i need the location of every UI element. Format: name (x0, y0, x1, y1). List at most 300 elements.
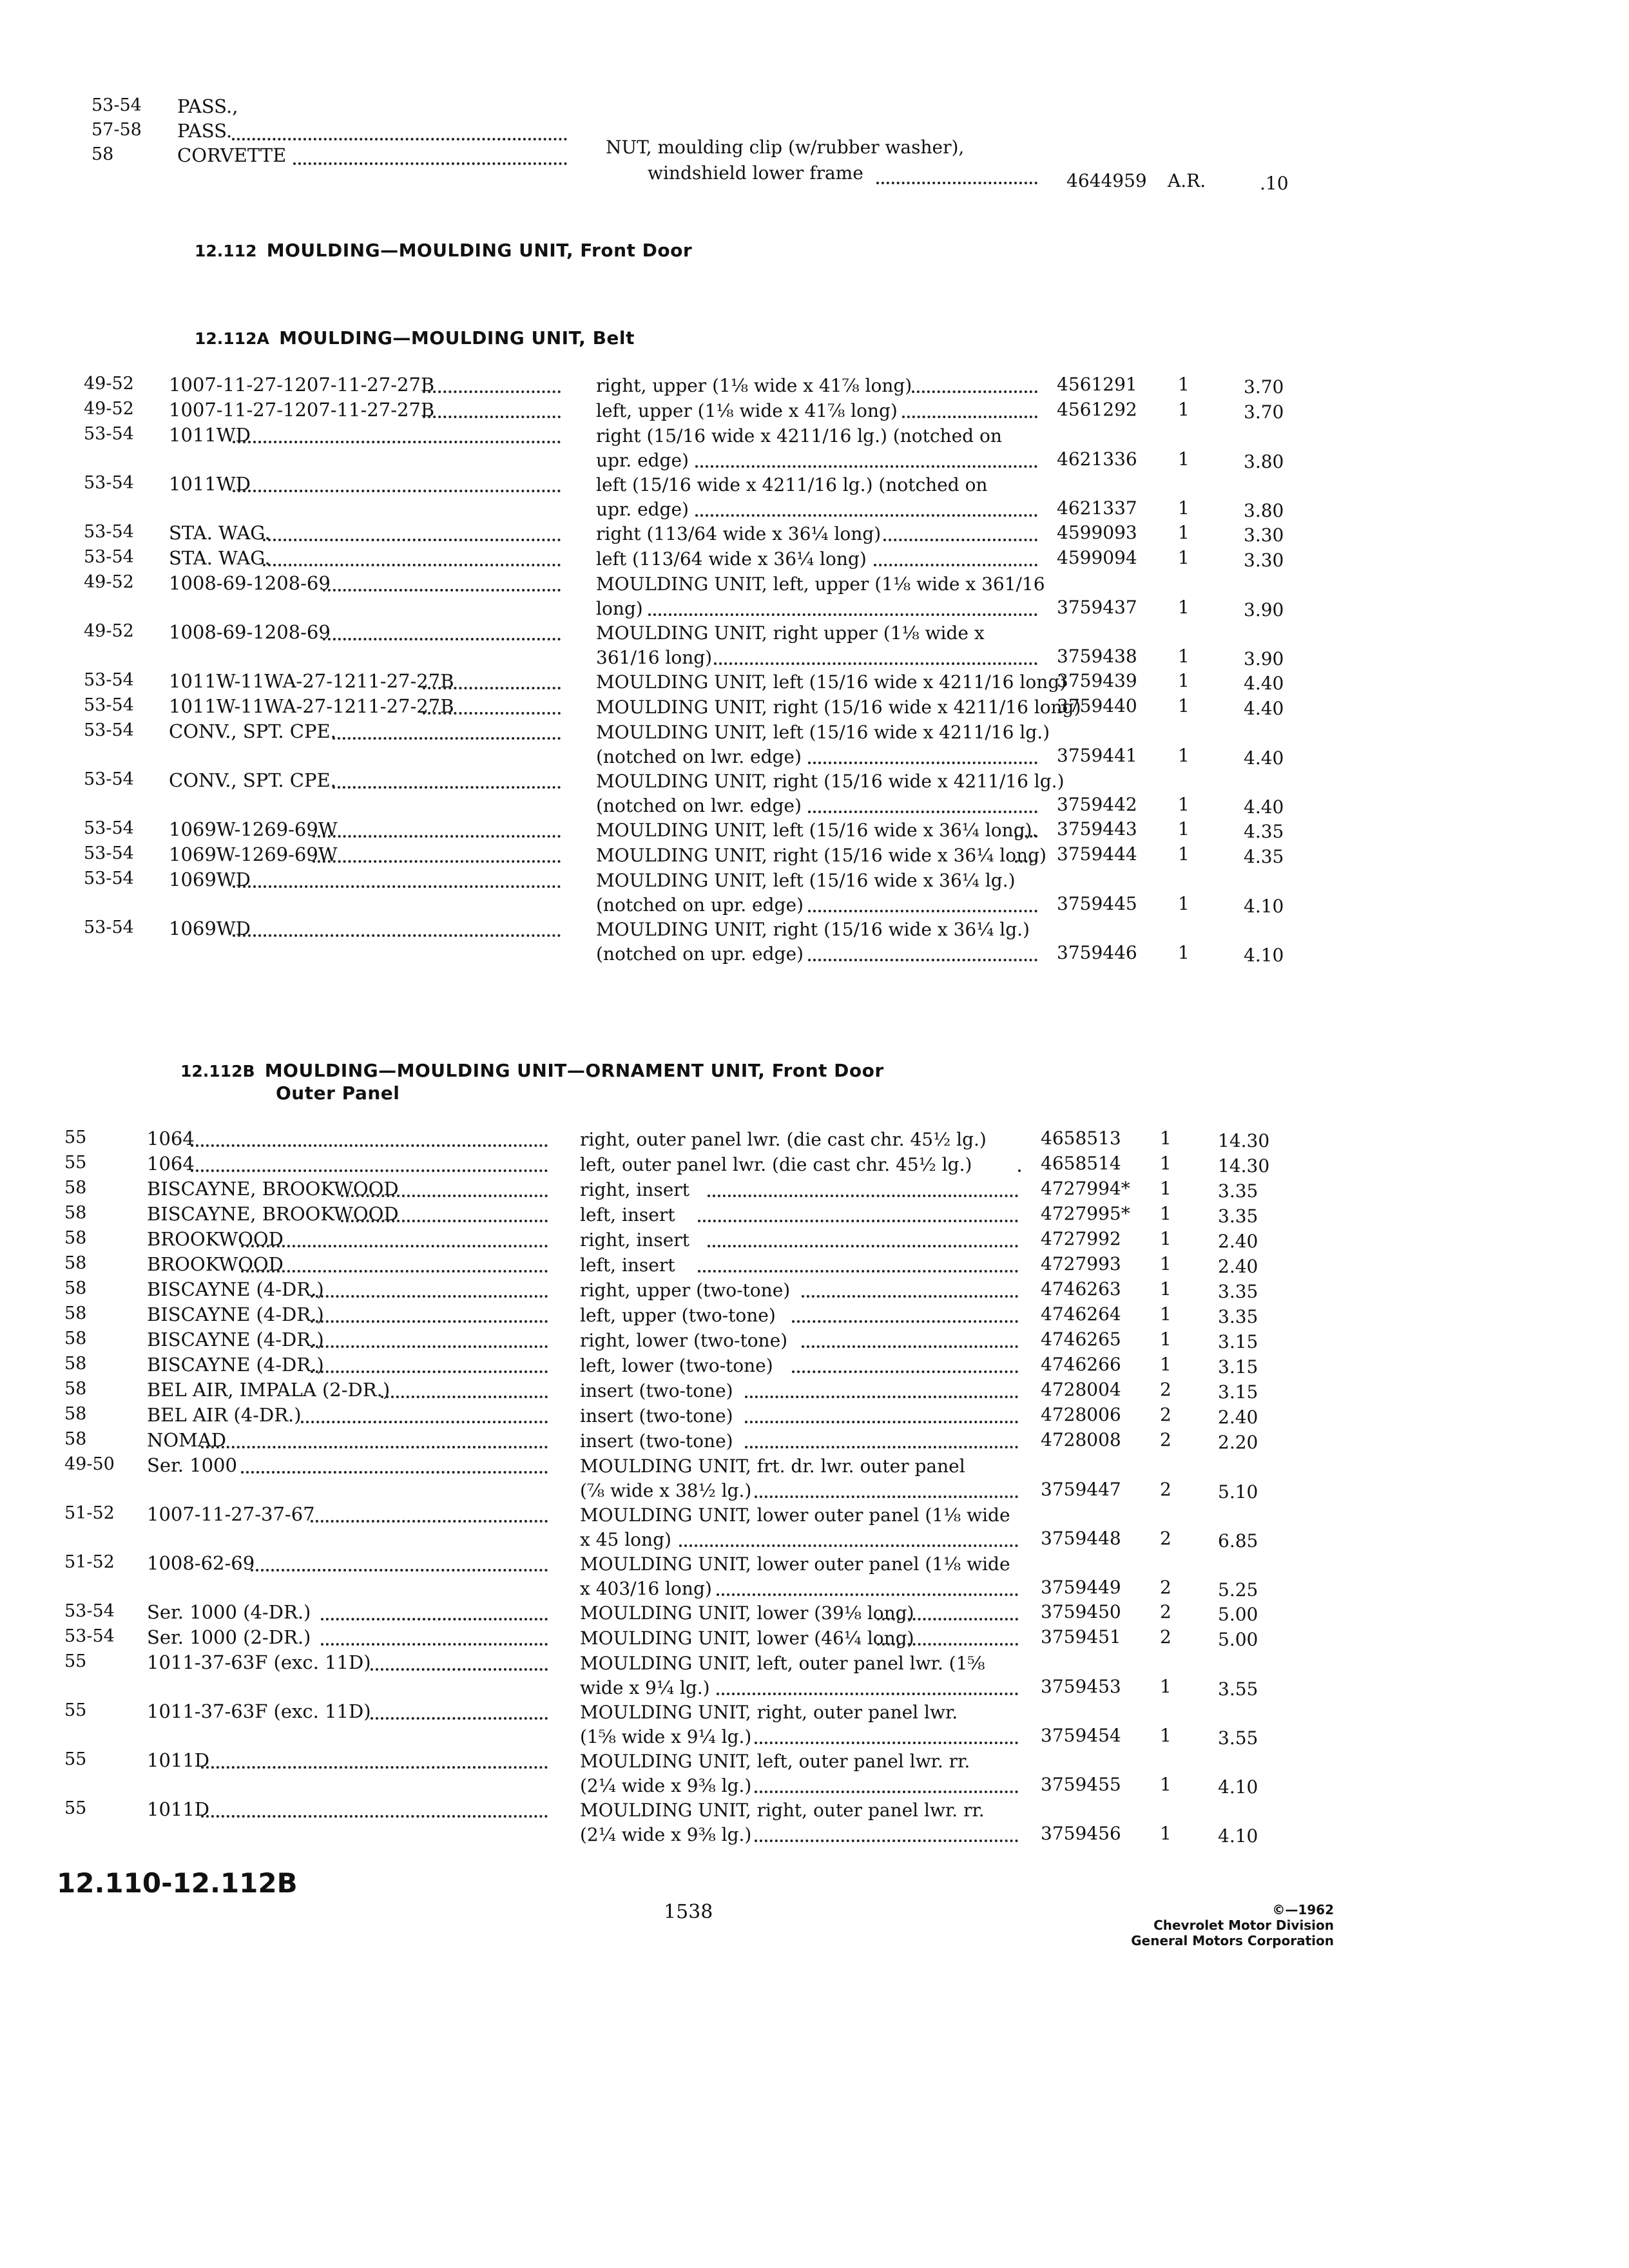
price: 4.35 (1244, 821, 1284, 842)
part-number: 4658513 (1041, 1128, 1121, 1149)
leader-dots (191, 1169, 548, 1172)
leader-dots (241, 1471, 548, 1474)
year-cell: 55 (64, 1798, 87, 1818)
leader-dots (883, 539, 1037, 541)
description-text: (1⅝ wide x 9¼ lg.) (580, 1726, 752, 1747)
year-cell: 55 (64, 1651, 87, 1671)
leader-dots (755, 1495, 1018, 1498)
section-heading-12-112 (195, 240, 692, 261)
part-number: 4728008 (1041, 1429, 1121, 1450)
price: 6.85 (1218, 1530, 1258, 1552)
publisher-block (1031, 1902, 1334, 1948)
model-cell: BISCAYNE, BROOKWOOD (147, 1178, 399, 1200)
model-cell: Ser. 1000 (147, 1454, 237, 1476)
part-number: 3759442 (1057, 794, 1137, 815)
leader-dots (423, 390, 561, 393)
part-number: 4746265 (1041, 1329, 1121, 1350)
leader-dots (714, 662, 1037, 665)
quantity: 2 (1160, 1601, 1171, 1622)
leader-dots (201, 1766, 548, 1769)
part-number: 3759451 (1041, 1626, 1121, 1648)
quantity: 1 (1178, 497, 1190, 519)
division-name: Chevrolet Motor Division (1153, 1917, 1334, 1933)
price: 3.35 (1218, 1306, 1258, 1327)
part-number: 4727993 (1041, 1253, 1121, 1274)
part-number: 3759446 (1057, 942, 1137, 963)
leader-dots (371, 1668, 548, 1671)
year-cell: 58 (64, 1303, 87, 1323)
leader-dots (323, 638, 561, 640)
description-text: insert (two-tone) (580, 1430, 733, 1452)
leader-dots (755, 1791, 1018, 1793)
leader-dots (698, 1270, 1018, 1273)
section-title: MOULDING—MOULDING UNIT, Belt (279, 327, 635, 349)
leader-dots (323, 589, 561, 591)
leader-dots (313, 860, 561, 863)
section-title: MOULDING—MOULDING UNIT—ORNAMENT UNIT, Front Door (264, 1060, 884, 1081)
description-text: left (113/64 wide x 36¼ long) (596, 548, 867, 570)
leader-dots (1015, 860, 1037, 863)
leader-dots (808, 959, 1037, 961)
leader-dots (311, 1320, 548, 1323)
year-cell: 55 (64, 1153, 87, 1173)
model-cell: BISCAYNE, BROOKWOOD (147, 1203, 399, 1225)
part-number: 4728006 (1041, 1404, 1121, 1425)
part-number: 4621336 (1057, 448, 1137, 470)
price: 4.10 (1218, 1776, 1258, 1798)
description-text: left, insert (580, 1254, 675, 1276)
description-text: MOULDING UNIT, right (15/16 wide x 36¼ long) (596, 845, 1046, 866)
model-cell: 1008-69-1208-69 (169, 621, 331, 643)
part-number: 4727992 (1041, 1228, 1121, 1249)
quantity: 1 (1160, 1178, 1171, 1199)
quantity: 1 (1160, 1823, 1171, 1844)
quantity: 1 (1178, 399, 1190, 420)
price: 4.10 (1244, 896, 1284, 917)
year-cell: 53-54 (84, 670, 134, 690)
leader-dots (341, 1195, 548, 1197)
model-cell: 1011WD (169, 473, 251, 495)
model-cell: 1064 (147, 1128, 195, 1149)
description-text: MOULDING UNIT, lower outer panel (1⅛ wide (580, 1504, 1010, 1526)
description-text: MOULDING UNIT, lower (46¼ long) (580, 1628, 914, 1649)
year-cell: 51-52 (64, 1503, 115, 1523)
price: 3.90 (1244, 599, 1284, 620)
leader-dots (808, 762, 1037, 764)
leader-dots (648, 613, 1037, 616)
corporation-name: General Motors Corporation (1131, 1933, 1334, 1948)
leader-dots (695, 514, 1037, 517)
quantity: 2 (1160, 1379, 1171, 1400)
quantity: 2 (1160, 1528, 1171, 1549)
description-text: right, upper (two-tone) (580, 1280, 791, 1301)
year-cell: 58 (92, 144, 114, 164)
description-text: windshield lower frame (648, 162, 863, 184)
year-cell: 49-50 (64, 1454, 115, 1474)
price: 3.30 (1244, 524, 1284, 546)
description-text: MOULDING UNIT, left (15/16 wide x 36¼ long). (596, 820, 1038, 841)
leader-dots (912, 390, 1037, 393)
quantity: 1 (1178, 374, 1190, 395)
quantity: 1 (1160, 1774, 1171, 1795)
model-cell: 1011D (147, 1749, 210, 1771)
leader-dots (321, 1643, 548, 1646)
leader-dots (698, 1220, 1018, 1222)
leader-dots (717, 1693, 1018, 1695)
year-cell: 53-54 (84, 424, 134, 444)
model-cell: 1011-37-63F (exc. 11D) (147, 1651, 371, 1673)
part-number: 4728004 (1041, 1379, 1121, 1400)
leader-dots (251, 1569, 548, 1571)
model-cell: 1064 (147, 1153, 195, 1175)
section-title: MOULDING—MOULDING UNIT, Front Door (266, 240, 693, 261)
part-number: 4561291 (1057, 374, 1137, 395)
leader-dots (877, 1618, 1018, 1620)
leader-dots (877, 1643, 1018, 1646)
leader-dots (792, 1320, 1018, 1323)
price: 4.10 (1244, 945, 1284, 966)
leader-dots (201, 1815, 548, 1818)
leader-dots (902, 416, 1037, 418)
quantity: 1 (1160, 1725, 1171, 1746)
year-cell: 58 (64, 1253, 87, 1273)
quantity: 1 (1178, 670, 1190, 691)
leader-dots (423, 687, 561, 689)
model-cell: Ser. 1000 (2-DR.) (147, 1626, 311, 1648)
year-cell: 53-54 (84, 818, 134, 838)
leader-dots (333, 786, 561, 789)
part-number: 4621337 (1057, 497, 1137, 519)
model-cell: PASS. (177, 120, 233, 142)
price: 3.80 (1244, 451, 1284, 472)
part-number: 3759454 (1041, 1725, 1121, 1746)
section-number: 12.112 (195, 242, 257, 260)
section-heading-12-112b (180, 1060, 884, 1081)
model-cell: 1007-11-27-1207-11-27-27B (169, 399, 435, 421)
quantity: 1 (1160, 1676, 1171, 1697)
quantity: 2 (1160, 1577, 1171, 1598)
price: 3.90 (1244, 648, 1284, 669)
price: 3.55 (1218, 1727, 1258, 1749)
quantity: 1 (1160, 1203, 1171, 1224)
description-text: MOULDING UNIT, right upper (1⅛ wide x (596, 622, 985, 644)
model-cell: 1069W-1269-69W (169, 843, 338, 865)
model-cell: 1008-62-69 (147, 1552, 255, 1574)
leader-dots (808, 910, 1037, 912)
leader-dots (679, 1544, 1018, 1547)
model-cell: 1007-11-27-37-67 (147, 1503, 315, 1525)
year-cell: 58 (64, 1329, 87, 1349)
part-number: 3759449 (1041, 1577, 1121, 1598)
description-text: left, insert (580, 1204, 675, 1225)
part-number: 4746264 (1041, 1303, 1121, 1325)
price: 3.15 (1218, 1356, 1258, 1378)
leader-dots (755, 1840, 1018, 1842)
quantity: 1 (1160, 1228, 1171, 1249)
year-cell: 53-54 (84, 473, 134, 493)
year-cell: 58 (64, 1404, 87, 1424)
description-text: left, lower (two-tone) (580, 1355, 773, 1376)
leader-dots (233, 441, 561, 443)
leader-dots (263, 539, 561, 541)
model-cell: STA. WAG. (169, 547, 271, 569)
leader-dots (241, 1270, 548, 1273)
year-cell: 58 (64, 1429, 87, 1449)
quantity: 1 (1160, 1278, 1171, 1300)
part-number: 3759448 (1041, 1528, 1121, 1549)
part-number: 3759444 (1057, 843, 1137, 865)
description-text: right (15/16 wide x 4211/16 lg.) (notched on (596, 425, 1002, 447)
leader-dots (755, 1742, 1018, 1744)
leader-dots (423, 416, 561, 418)
description-text: left (15/16 wide x 4211/16 lg.) (notched on (596, 474, 988, 495)
description-text: MOULDING UNIT, right, outer panel lwr. (580, 1702, 958, 1723)
description-text: (notched on lwr. edge) (596, 795, 802, 816)
price: 2.20 (1218, 1432, 1258, 1453)
leader-dots (311, 1295, 548, 1298)
model-cell: BROOKWOOD (147, 1253, 284, 1275)
description-text: left, upper (two-tone) (580, 1305, 776, 1326)
model-cell: BISCAYNE (4-DR.) (147, 1329, 324, 1350)
price: 2.40 (1218, 1231, 1258, 1252)
leader-dots (745, 1396, 1018, 1398)
section-number: 12.112B (180, 1062, 255, 1081)
price: 3.70 (1244, 401, 1284, 423)
leader-dots (311, 1370, 548, 1373)
leader-dots (241, 1245, 548, 1247)
price: 4.40 (1244, 747, 1284, 769)
model-cell: BISCAYNE (4-DR.) (147, 1278, 324, 1300)
description-text: wide x 9¼ lg.) (580, 1677, 710, 1698)
description-text: (notched on lwr. edge) (596, 746, 802, 767)
year-cell: 53-54 (84, 720, 134, 740)
quantity: 1 (1178, 646, 1190, 667)
quantity: 2 (1160, 1626, 1171, 1648)
model-cell: Ser. 1000 (4-DR.) (147, 1601, 311, 1623)
quantity: 1 (1178, 843, 1190, 865)
quantity: 1 (1178, 597, 1190, 618)
part-number: 3759439 (1057, 670, 1137, 691)
year-cell: 58 (64, 1278, 87, 1298)
leader-dots (301, 1421, 548, 1423)
quantity: 2 (1160, 1429, 1171, 1450)
part-number: 3759443 (1057, 818, 1137, 840)
description-text: MOULDING UNIT, left (15/16 wide x 4211/16 long) (596, 671, 1067, 693)
quantity: 1 (1160, 1303, 1171, 1325)
quantity: 1 (1178, 695, 1190, 716)
quantity: 1 (1160, 1329, 1171, 1350)
year-cell: 53-54 (84, 695, 134, 715)
part-number: 4658514 (1041, 1153, 1121, 1174)
leader-dots (311, 1520, 548, 1523)
part-number: 4599093 (1057, 522, 1137, 543)
leader-dots (792, 1370, 1018, 1373)
description-text: upr. edge) (596, 450, 689, 471)
leader-dots (423, 712, 561, 715)
price: 5.00 (1218, 1604, 1258, 1625)
leader-dots (695, 465, 1037, 468)
description-text: MOULDING UNIT, frt. dr. lwr. outer panel (580, 1456, 965, 1477)
part-number: 3759450 (1041, 1601, 1121, 1622)
section-number: 12.112A (195, 329, 269, 348)
description-text: MOULDING UNIT, lower (39⅛ long) (580, 1602, 914, 1624)
part-number: 4727994* (1041, 1178, 1130, 1199)
description-text: MOULDING UNIT, left, upper (1⅛ wide x 361/16 (596, 573, 1045, 595)
quantity: 1 (1160, 1253, 1171, 1274)
leader-dots (381, 1396, 548, 1398)
leader-dots (802, 1295, 1018, 1298)
part-number: 4727995* (1041, 1203, 1130, 1224)
section-heading-12-112a (195, 327, 635, 349)
model-cell: BROOKWOOD (147, 1228, 284, 1250)
description-text: x 45 long) (580, 1529, 671, 1550)
model-cell: 1069WD (169, 869, 251, 890)
quantity: 1 (1178, 547, 1190, 568)
year-cell: 58 (64, 1354, 87, 1374)
quantity: 1 (1178, 522, 1190, 543)
model-cell: 1011W-11WA-27-1211-27-27B (169, 695, 454, 717)
leader-dots (201, 1446, 548, 1448)
description-text: right (113/64 wide x 36¼ long) (596, 523, 882, 544)
description-text: right, insert (580, 1229, 689, 1251)
leader-dots (191, 1144, 548, 1147)
description-text: insert (two-tone) (580, 1405, 733, 1427)
model-cell: BISCAYNE (4-DR.) (147, 1354, 324, 1376)
price: 3.15 (1218, 1331, 1258, 1352)
model-cell: NOMAD (147, 1429, 227, 1451)
part-number: 4561292 (1057, 399, 1137, 420)
leader-dots (708, 1245, 1018, 1247)
model-cell: 1011D (147, 1798, 210, 1820)
year-cell: 51-52 (64, 1552, 115, 1572)
price: 3.35 (1218, 1206, 1258, 1227)
quantity: 1 (1178, 794, 1190, 815)
leader-dots (745, 1421, 1018, 1423)
price: 2.40 (1218, 1407, 1258, 1428)
copyright: ©—1962 (1272, 1902, 1334, 1917)
section-subtitle: Outer Panel (276, 1082, 400, 1104)
quantity: 1 (1178, 942, 1190, 963)
price: 4.35 (1244, 846, 1284, 867)
model-cell: CONV., SPT. CPE. (169, 769, 336, 791)
description-text: right, upper (1⅛ wide x 41⅞ long) (596, 375, 912, 396)
model-cell: 1069WD (169, 918, 251, 939)
section-range: 12.110-12.112B (57, 1867, 298, 1899)
year-cell: 53-54 (84, 522, 134, 542)
leader-dots (333, 737, 561, 740)
leader-dots (874, 564, 1037, 566)
price: 3.80 (1244, 500, 1284, 521)
description-text: left, outer panel lwr. (die cast chr. 45½ lg.) (580, 1154, 972, 1175)
leader-dots (233, 885, 561, 888)
price: 3.35 (1218, 1180, 1258, 1202)
model-cell: STA. WAG. (169, 522, 271, 544)
price: .10 (1260, 173, 1289, 194)
model-cell: BEL AIR (4-DR.) (147, 1404, 302, 1426)
leader-dots (311, 1345, 548, 1348)
price: 2.40 (1218, 1256, 1258, 1277)
part-number: 3759438 (1057, 646, 1137, 667)
quantity: 2 (1160, 1479, 1171, 1500)
description-text: MOULDING UNIT, left, outer panel lwr. rr. (580, 1751, 970, 1772)
part-number: 3759455 (1041, 1774, 1121, 1795)
model-cell: 1008-69-1208-69 (169, 572, 331, 594)
year-cell: 49-52 (84, 399, 134, 419)
price: 4.10 (1218, 1825, 1258, 1847)
quantity: 1 (1178, 448, 1190, 470)
year-cell: 58 (64, 1203, 87, 1223)
part-number: 3759437 (1057, 597, 1137, 618)
year-cell: 58 (64, 1379, 87, 1399)
year-cell: 49-52 (84, 374, 134, 394)
quantity: 2 (1160, 1404, 1171, 1425)
part-number: 3759447 (1041, 1479, 1121, 1500)
description-text: MOULDING UNIT, left (15/16 wide x 4211/16 lg.) (596, 722, 1050, 743)
year-cell: 58 (64, 1178, 87, 1198)
description-text: MOULDING UNIT, right (15/16 wide x 36¼ lg.) (596, 919, 1030, 940)
leader-dots (717, 1593, 1018, 1596)
description-text: (2¼ wide x 9⅜ lg.) (580, 1775, 752, 1796)
quantity: 1 (1178, 745, 1190, 766)
year-cell: 58 (64, 1228, 87, 1248)
year-cell: 55 (64, 1700, 87, 1720)
part-number: 3759445 (1057, 893, 1137, 914)
description-text: (notched on upr. edge) (596, 894, 804, 916)
year-cell: 55 (64, 1749, 87, 1769)
year-cell: 49-52 (84, 572, 134, 592)
model-cell: 1069W-1269-69W (169, 818, 338, 840)
part-number: 4746263 (1041, 1278, 1121, 1300)
price: 3.70 (1244, 376, 1284, 398)
leader-dots (263, 564, 561, 566)
description-text: left, upper (1⅛ wide x 41⅞ long) (596, 400, 898, 421)
leader-dots (321, 1618, 548, 1620)
model-cell: 1011W-11WA-27-1211-27-27B (169, 670, 454, 692)
model-cell: CORVETTE (177, 144, 287, 166)
part-number: 3759440 (1057, 695, 1137, 716)
description-text: right, insert (580, 1179, 689, 1200)
quantity: 1 (1178, 818, 1190, 840)
year-cell: 57-58 (92, 120, 142, 140)
part-number: 3759456 (1041, 1823, 1121, 1844)
quantity: 1 (1160, 1128, 1171, 1149)
year-cell: 53-54 (64, 1601, 115, 1621)
price: 3.30 (1244, 550, 1284, 571)
price: 4.40 (1244, 698, 1284, 719)
part-number: 4644959 (1066, 170, 1147, 191)
quantity: 1 (1160, 1153, 1171, 1174)
leader-dots (802, 1345, 1018, 1348)
leader-dots (745, 1446, 1018, 1448)
part-number: 4746266 (1041, 1354, 1121, 1375)
description-text: long) (596, 598, 643, 619)
page-number: 1538 (664, 1901, 713, 1923)
year-cell: 53-54 (64, 1626, 115, 1646)
description-text: MOULDING UNIT, left, outer panel lwr. (1⅝ (580, 1653, 985, 1674)
model-cell: BISCAYNE (4-DR.) (147, 1303, 324, 1325)
price: 5.25 (1218, 1579, 1258, 1600)
description-text: MOULDING UNIT, right, outer panel lwr. rr. (580, 1800, 985, 1821)
price: 3.15 (1218, 1381, 1258, 1403)
leader-dots (708, 1195, 1018, 1197)
price: 4.40 (1244, 796, 1284, 818)
leader-dots (233, 490, 561, 492)
year-cell: 53-54 (84, 918, 134, 937)
description-text: NUT, moulding clip (w/rubber washer), (606, 137, 965, 158)
price: 3.55 (1218, 1678, 1258, 1700)
leader-dots (1015, 835, 1037, 838)
price: 14.30 (1218, 1130, 1270, 1151)
